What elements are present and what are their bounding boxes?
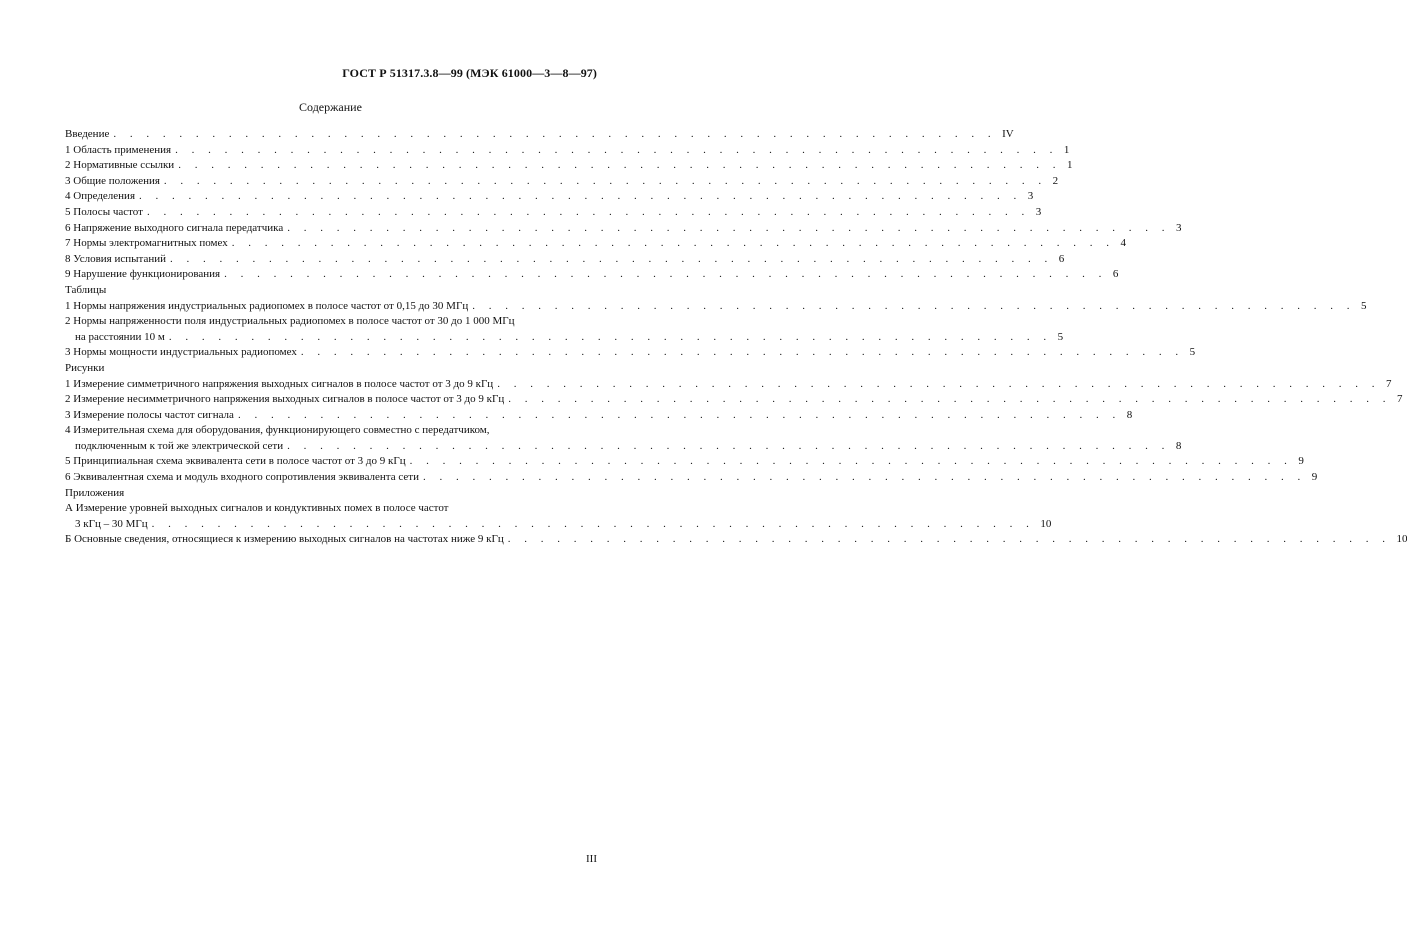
toc-entry: 2 Нормативные ссылки . . . . . . . . . . . . . . . . . . . . . . . . . . . . . . . . . . . . . . . . . . . . . . . . . . . . . . 1 <box>65 158 585 174</box>
leader-dots: . . . . . . . . . . . . . . . . . . . . . . . . . . . . . . . . . . . . . . . . . . . . . . . . . . . . . . <box>287 439 1170 452</box>
page-ref: 5 <box>1189 346 1196 359</box>
toc-figure-entry-line: 4 Измерительная схема для оборудования, функционирующего совместно с передатчиком, <box>65 423 585 439</box>
page-ref: 5 <box>1360 299 1367 312</box>
leader-dots: . . . . . . . . . . . . . . . . . . . . . . . . . . . . . . . . . . . . . . . . . . . . . . . . . . . . . . <box>139 190 1022 203</box>
page-ref: 1 <box>1066 159 1073 172</box>
leader-dots: . . . . . . . . . . . . . . . . . . . . . . . . . . . . . . . . . . . . . . . . . . . . . . . . . . . . . . <box>224 268 1107 281</box>
toc-figure-entry: 3 Измерение полосы частот сигнала . . . . . . . . . . . . . . . . . . . . . . . . . . . . . . . . . . . . . . . . . . . . . . . . . . . . . . 8 <box>65 408 585 424</box>
leader-dots: . . . . . . . . . . . . . . . . . . . . . . . . . . . . . . . . . . . . . . . . . . . . . . . . . . . . . . <box>497 377 1380 390</box>
section-heading-figures: Рисунки <box>65 361 585 377</box>
toc-entry: 8 Условия испытаний . . . . . . . . . . . . . . . . . . . . . . . . . . . . . . . . . . . . . . . . . . . . . . . . . . . . . . 6 <box>65 252 585 268</box>
toc-entry: 1 Область применения . . . . . . . . . . . . . . . . . . . . . . . . . . . . . . . . . . . . . . . . . . . . . . . . . . . . . . 1 <box>65 143 585 159</box>
page-ref: 3 <box>1027 190 1034 203</box>
page-ref: 7 <box>1396 393 1403 406</box>
toc-table-entry-line: 2 Нормы напряженности поля индустриальных радиопомех в полосе частот от 30 до 1 000 МГц <box>65 314 585 330</box>
toc-table-entry: 1 Нормы напряжения индустриальных радиопомех в полосе частот от 0,15 до 30 МГц . . . . . . . . . . . . . . . . . . . . . . . . . . . . . . . . . . . . . . . . . . . . . . . . . . . . . . 5 <box>65 299 585 315</box>
section-heading-appendices: Приложения <box>65 486 585 502</box>
leader-dots: . . . . . . . . . . . . . . . . . . . . . . . . . . . . . . . . . . . . . . . . . . . . . . . . . . . . . . <box>472 299 1355 312</box>
leader-dots: . . . . . . . . . . . . . . . . . . . . . . . . . . . . . . . . . . . . . . . . . . . . . . . . . . . . . . <box>287 221 1170 234</box>
leader-dots: . . . . . . . . . . . . . . . . . . . . . . . . . . . . . . . . . . . . . . . . . . . . . . . . . . . . . . <box>508 393 1391 406</box>
toc-entry: 3 Общие положения . . . . . . . . . . . . . . . . . . . . . . . . . . . . . . . . . . . . . . . . . . . . . . . . . . . . . . 2 <box>65 174 585 190</box>
page-ref: 6 <box>1112 268 1119 281</box>
leader-dots: . . . . . . . . . . . . . . . . . . . . . . . . . . . . . . . . . . . . . . . . . . . . . . . . . . . . . . <box>237 408 1121 421</box>
leader-dots: . . . . . . . . . . . . . . . . . . . . . . . . . . . . . . . . . . . . . . . . . . . . . . . . . . . . . . <box>170 252 1053 265</box>
section-heading-tables: Таблицы <box>65 283 585 299</box>
page-ref: 1 <box>1063 143 1070 156</box>
toc-entry: Введение . . . . . . . . . . . . . . . . . . . . . . . . . . . . . . . . . . . . . . . . . . . . . . . . . . . . . . IV <box>65 127 585 143</box>
table-of-contents <box>65 127 1407 548</box>
page-ref: 8 <box>1126 408 1133 421</box>
page-ref: 6 <box>1058 252 1065 265</box>
document-header: ГОСТ Р 51317.3.8—99 (МЭК 61000—3—8—97) <box>342 66 597 80</box>
page-ref: 8 <box>1175 439 1182 452</box>
toc-entry: 6 Напряжение выходного сигнала передатчика . . . . . . . . . . . . . . . . . . . . . . . . . . . . . . . . . . . . . . . . . . . . . . . . . . . . . . 3 <box>65 221 585 237</box>
toc-appendix-entry: Б Основные сведения, относящиеся к измерению выходных сигналов на частотах ниже 9 кГц . . . . . . . . . . . . . . . . . . . . . . . . . . . . . . . . . . . . . . . . . . . . . . . . . . . . . . 10 <box>65 532 585 548</box>
page-ref: 5 <box>1057 330 1064 343</box>
leader-dots: . . . . . . . . . . . . . . . . . . . . . . . . . . . . . . . . . . . . . . . . . . . . . . . . . . . . . . <box>507 533 1391 546</box>
leader-dots: . . . . . . . . . . . . . . . . . . . . . . . . . . . . . . . . . . . . . . . . . . . . . . . . . . . . . . <box>113 128 997 140</box>
toc-figure-entry-continuation: подключенным к той же электрической сети . . . . . . . . . . . . . . . . . . . . . . . . . . . . . . . . . . . . . . . . . . . . . . . . . . . . . . 8 <box>65 439 585 455</box>
page-ref: 3 <box>1035 205 1042 218</box>
page-ref: 10 <box>1396 533 1407 546</box>
page-ref: 9 <box>1298 455 1304 468</box>
leader-dots: . . . . . . . . . . . . . . . . . . . . . . . . . . . . . . . . . . . . . . . . . . . . . . . . . . . . . . <box>168 330 1052 343</box>
leader-dots: . . . . . . . . . . . . . . . . . . . . . . . . . . . . . . . . . . . . . . . . . . . . . . . . . . . . . . <box>178 159 1061 172</box>
toc-appendix-entry-line: А Измерение уровней выходных сигналов и кондуктивных помех в полосе частот <box>65 501 585 517</box>
page-ref: 9 <box>1311 471 1318 484</box>
leader-dots: . . . . . . . . . . . . . . . . . . . . . . . . . . . . . . . . . . . . . . . . . . . . . . . . . . . . . . <box>300 346 1184 359</box>
page-ref: 10 <box>1040 517 1052 530</box>
leader-dots: . . . . . . . . . . . . . . . . . . . . . . . . . . . . . . . . . . . . . . . . . . . . . . . . . . . . . . <box>422 471 1306 484</box>
toc-table-entry: 3 Нормы мощности индустриальных радиопомех . . . . . . . . . . . . . . . . . . . . . . . . . . . . . . . . . . . . . . . . . . . . . . . . . . . . . . 5 <box>65 345 585 361</box>
leader-dots: . . . . . . . . . . . . . . . . . . . . . . . . . . . . . . . . . . . . . . . . . . . . . . . . . . . . . . <box>409 455 1293 468</box>
page-ref: IV <box>1002 128 1014 140</box>
toc-figure-entry: 6 Эквивалентная схема и модуль входного сопротивления эквивалента сети . . . . . . . . . . . . . . . . . . . . . . . . . . . . . . . . . . . . . . . . . . . . . . . . . . . . . . 9 <box>65 470 585 486</box>
toc-entry: 4 Определения . . . . . . . . . . . . . . . . . . . . . . . . . . . . . . . . . . . . . . . . . . . . . . . . . . . . . . 3 <box>65 189 585 205</box>
page-ref: 2 <box>1052 174 1059 187</box>
toc-entry: 7 Нормы электромагнитных помех . . . . . . . . . . . . . . . . . . . . . . . . . . . . . . . . . . . . . . . . . . . . . . . . . . . . . . 4 <box>65 236 585 252</box>
leader-dots: . . . . . . . . . . . . . . . . . . . . . . . . . . . . . . . . . . . . . . . . . . . . . . . . . . . . . . <box>163 174 1047 187</box>
page-ref: 7 <box>1385 377 1392 390</box>
toc-figure-entry: 5 Принципиальная схема эквивалента сети в полосе частот от 3 до 9 кГц . . . . . . . . . . . . . . . . . . . . . . . . . . . . . . . . . . . . . . . . . . . . . . . . . . . . . . 9 <box>65 454 585 470</box>
leader-dots: . . . . . . . . . . . . . . . . . . . . . . . . . . . . . . . . . . . . . . . . . . . . . . . . . . . . . . <box>146 205 1030 218</box>
leader-dots: . . . . . . . . . . . . . . . . . . . . . . . . . . . . . . . . . . . . . . . . . . . . . . . . . . . . . . <box>175 143 1058 156</box>
page-ref: 4 <box>1120 237 1126 250</box>
page-number: III <box>586 853 597 865</box>
toc-entry: 5 Полосы частот . . . . . . . . . . . . . . . . . . . . . . . . . . . . . . . . . . . . . . . . . . . . . . . . . . . . . . 3 <box>65 205 585 221</box>
leader-dots: . . . . . . . . . . . . . . . . . . . . . . . . . . . . . . . . . . . . . . . . . . . . . . . . . . . . . . <box>231 237 1115 250</box>
leader-dots: . . . . . . . . . . . . . . . . . . . . . . . . . . . . . . . . . . . . . . . . . . . . . . . . . . . . . . <box>151 517 1035 530</box>
toc-appendix-entry-continuation: 3 кГц – 30 МГц . . . . . . . . . . . . . . . . . . . . . . . . . . . . . . . . . . . . . . . . . . . . . . . . . . . . . . 10 <box>65 517 585 533</box>
page-title: Содержание <box>299 100 362 114</box>
page-ref: 3 <box>1175 221 1182 234</box>
toc-figure-entry: 1 Измерение симметричного напряжения выходных сигналов в полосе частот от 3 до 9 кГц . . . . . . . . . . . . . . . . . . . . . . . . . . . . . . . . . . . . . . . . . . . . . . . . . . . . . . 7 <box>65 377 585 393</box>
toc-entry: 9 Нарушение функционирования . . . . . . . . . . . . . . . . . . . . . . . . . . . . . . . . . . . . . . . . . . . . . . . . . . . . . . 6 <box>65 267 585 283</box>
toc-table-entry-continuation: на расстоянии 10 м . . . . . . . . . . . . . . . . . . . . . . . . . . . . . . . . . . . . . . . . . . . . . . . . . . . . . . 5 <box>65 330 585 346</box>
toc-figure-entry: 2 Измерение несимметричного напряжения выходных сигналов в полосе частот от 3 до 9 кГц . . . . . . . . . . . . . . . . . . . . . . . . . . . . . . . . . . . . . . . . . . . . . . . . . . . . . . 7 <box>65 392 585 408</box>
